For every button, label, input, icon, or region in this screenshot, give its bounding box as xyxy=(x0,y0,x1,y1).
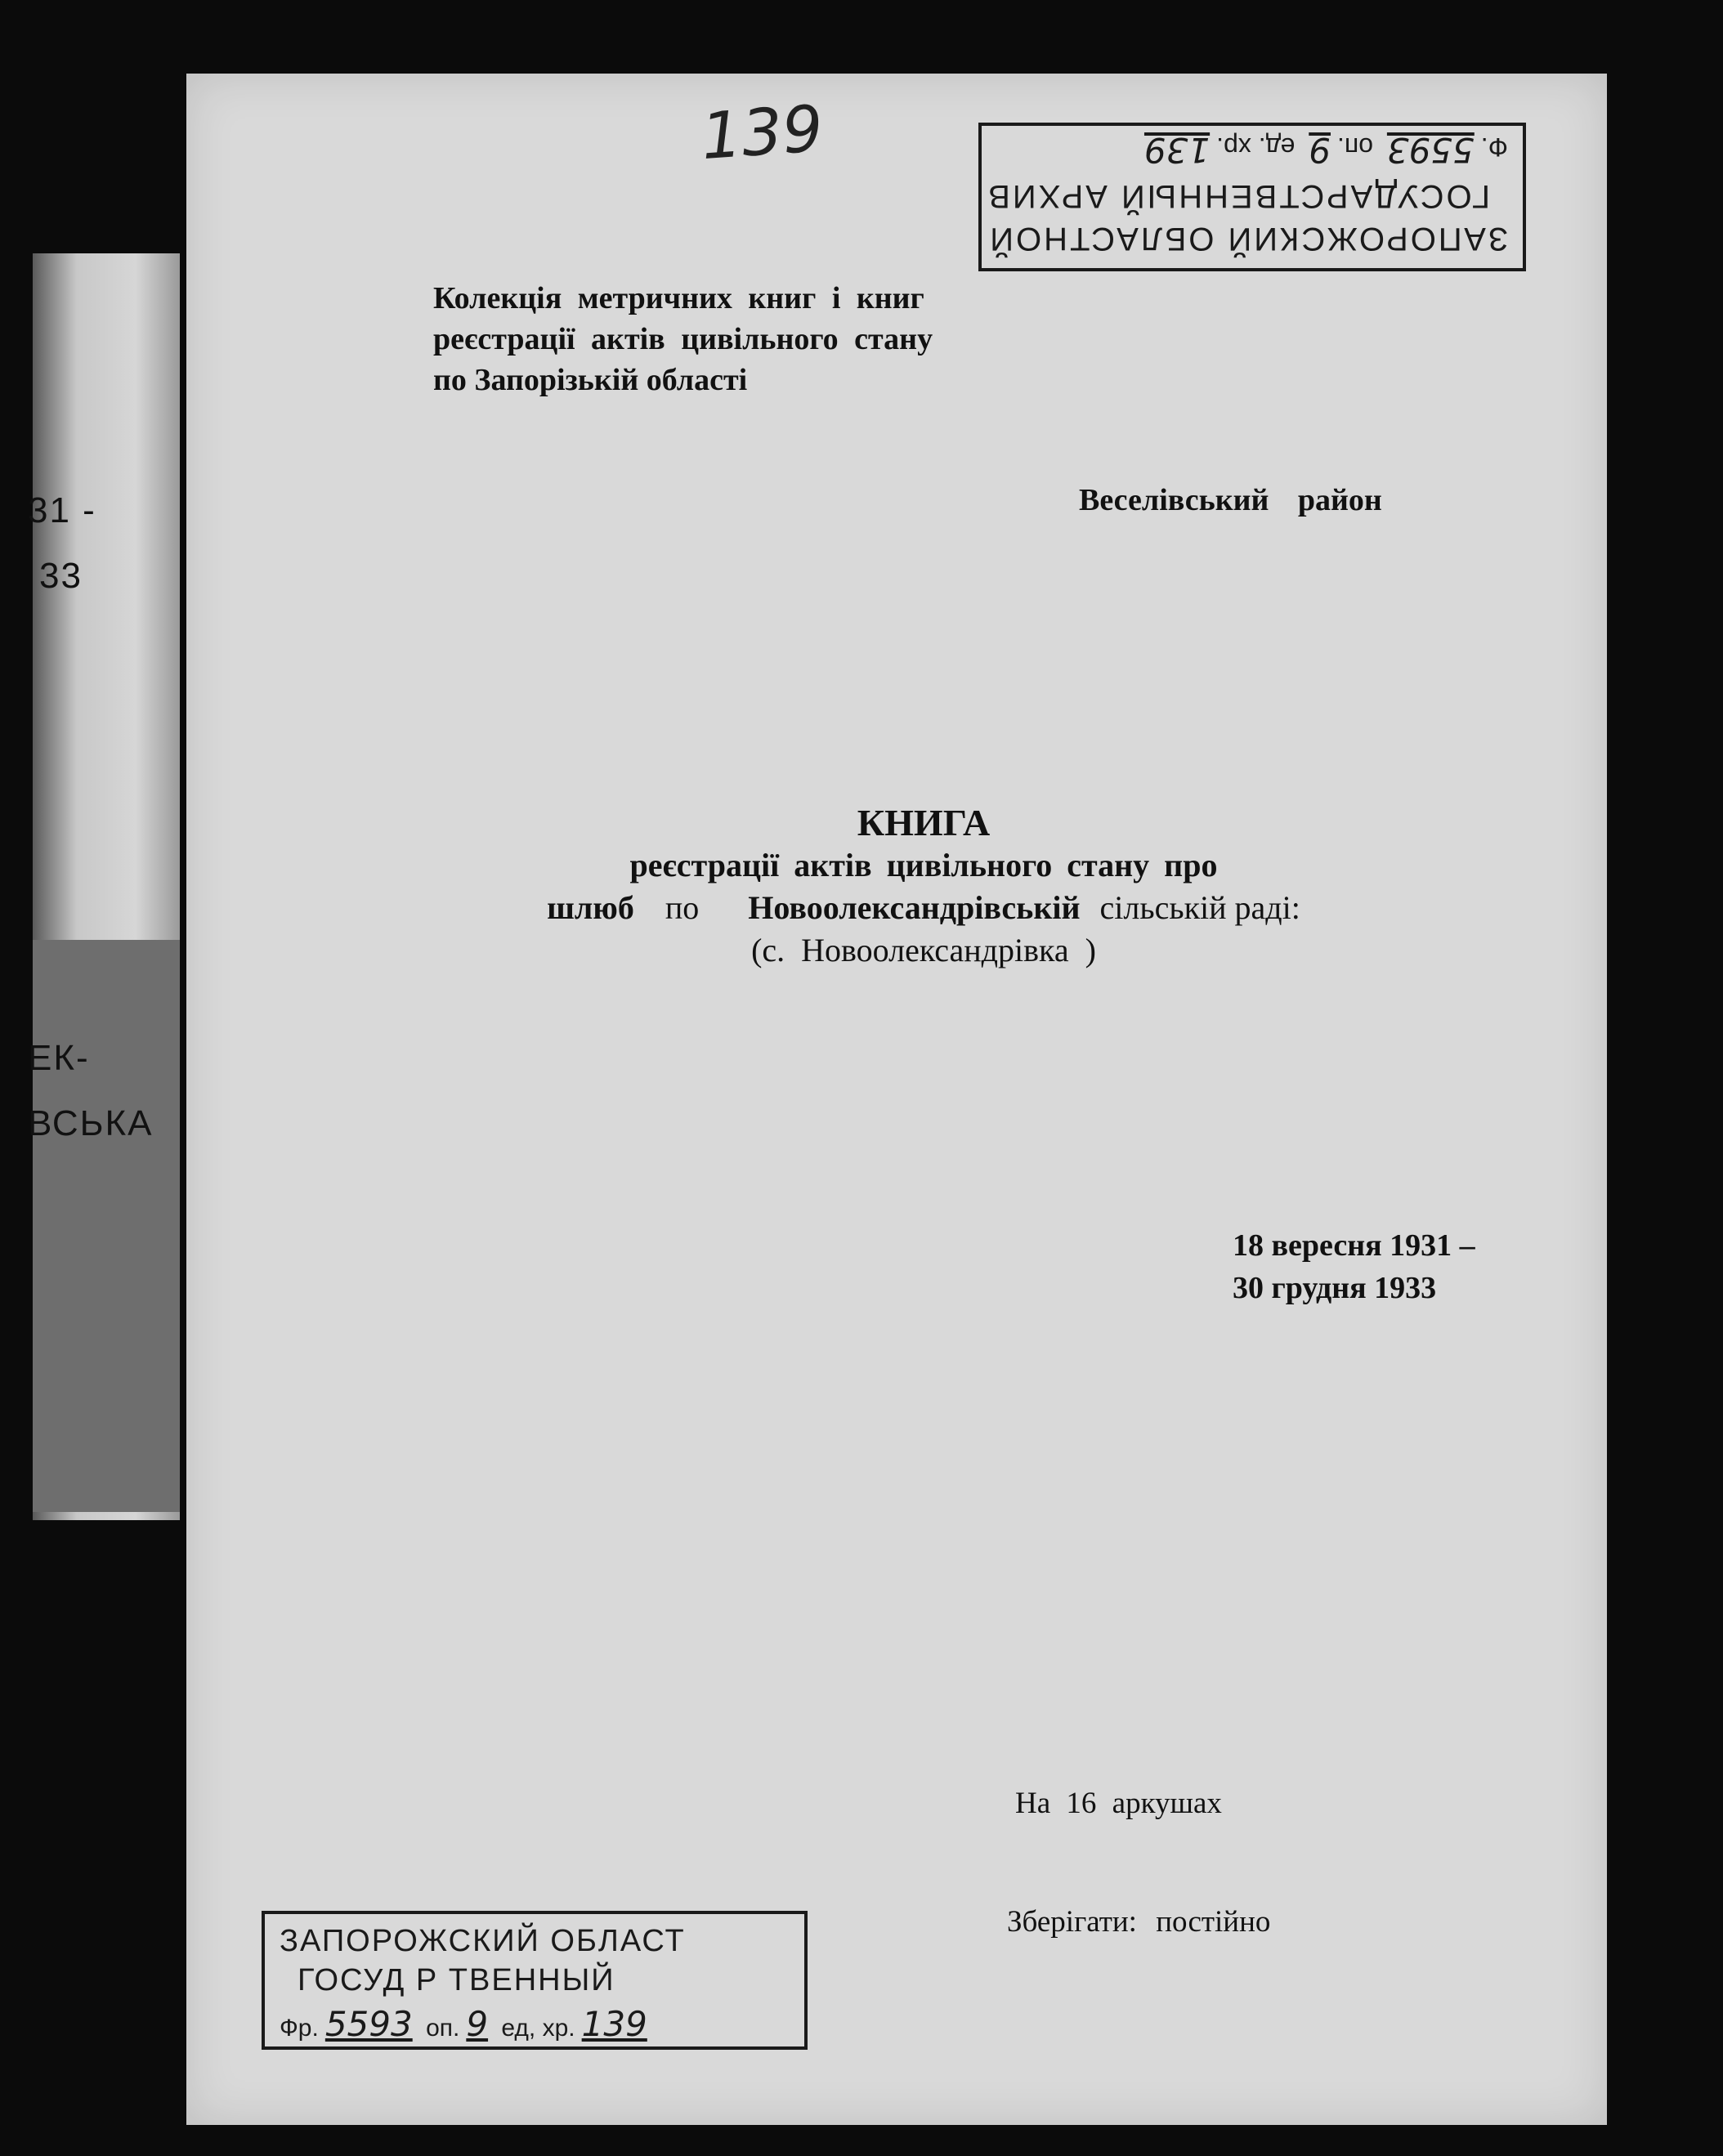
stamp-bottom-item-label: ед, хр. xyxy=(501,2015,575,2042)
sheet-count: На 16 аркушах xyxy=(1015,1787,1222,1820)
edge-label-b: 33 xyxy=(39,556,83,596)
collection-heading xyxy=(433,278,933,400)
district-label: Веселівський район xyxy=(1079,483,1382,517)
title-line-2 xyxy=(351,887,1496,929)
stamp-fund-label: Ф. xyxy=(1480,132,1508,162)
stamp-line-2: ГОСУДАРСТВЕННЫЙ АРХИВ xyxy=(986,178,1490,214)
edge-label-d: ВСЬКА xyxy=(28,1103,154,1143)
stamp-bottom-fund-value: 5593 xyxy=(324,2004,413,2044)
stamp-bottom-fund-label: Фр. xyxy=(280,2015,319,2042)
stamp-bottom-line-1: ЗАПОРОЖСКИЙ ОБЛАСТ xyxy=(280,1924,686,1958)
edge-label-c: ЕК- xyxy=(28,1038,90,1078)
book-title-block xyxy=(351,801,1496,972)
collection-line-2: реєстрації актів цивільного стану xyxy=(433,322,933,356)
edge-label-a: 31 - xyxy=(28,490,96,530)
title-village-council: Новоолександрівській xyxy=(748,889,1081,926)
title-marriage: шлюб xyxy=(547,889,634,926)
date-to: 30 грудня 1933 xyxy=(1233,1271,1437,1305)
stamp-bottom-opis-label: оп. xyxy=(426,2015,460,2042)
stamp-bottom-opis-value: 9 xyxy=(466,2004,489,2044)
title-council-suffix: сільській раді: xyxy=(1099,889,1300,926)
title-line-3: (с. Новоолександрівка ) xyxy=(751,932,1096,968)
collection-line-3: по Запорізькій області xyxy=(433,363,748,397)
date-from: 18 вересня 1931 – xyxy=(1233,1228,1475,1263)
archive-stamp-bottom xyxy=(262,1911,808,2050)
stamp-bottom-reference xyxy=(280,2004,654,2044)
stamp-line-1: ЗАПОРОЖСКИЙ ОБЛАСТНОЙ xyxy=(987,221,1508,257)
binder-edge-shadow xyxy=(33,940,180,1512)
stamp-opis-label: оп. xyxy=(1336,132,1373,162)
stamp-opis-value: 9 xyxy=(1309,130,1331,170)
date-range xyxy=(1233,1224,1475,1309)
stamp-fund-value: 5593 xyxy=(1386,130,1475,170)
title-line-1: реєстрації актів цивільного стану про xyxy=(629,847,1218,883)
book-title: КНИГА xyxy=(857,802,991,843)
handwritten-page-number: 139 xyxy=(699,92,826,175)
stamp-bottom-item-value: 139 xyxy=(581,2004,647,2044)
title-po: по xyxy=(665,889,700,926)
stamp-item-label: ед. хр. xyxy=(1216,132,1296,162)
archive-stamp-top xyxy=(978,123,1526,271)
collection-line-1: Колекція метричних книг і книг xyxy=(433,281,924,315)
stamp-item-value: 139 xyxy=(1143,130,1211,170)
stamp-reference xyxy=(1138,130,1508,170)
retention-period: Зберігати: постійно xyxy=(1007,1905,1271,1939)
stamp-bottom-line-2: ГОСУД Р ТВЕННЫЙ xyxy=(298,1963,615,1997)
